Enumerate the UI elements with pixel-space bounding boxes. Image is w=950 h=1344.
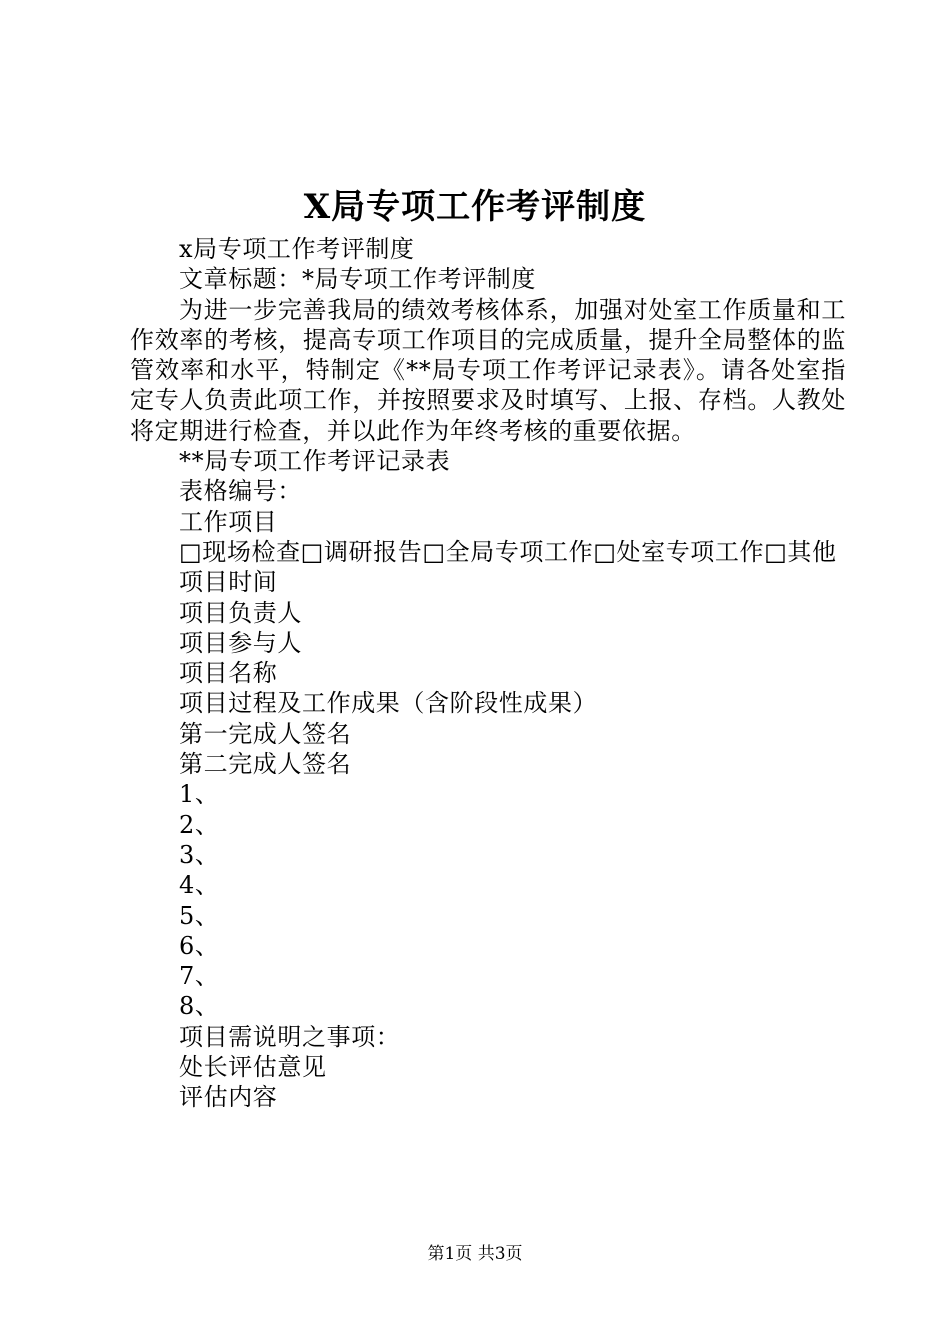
- page-footer: 第1页 共3页: [427, 1244, 523, 1264]
- article-title-line: 文章标题：*局专项工作考评制度: [179, 265, 536, 294]
- evaluation-content-label: 评估内容: [179, 1083, 278, 1112]
- subtitle-line: x局专项工作考评制度: [179, 235, 415, 263]
- director-opinion-label: 处长评估意见: [179, 1053, 327, 1082]
- work-item-options: □现场检查□调研报告□全局专项工作□处室专项工作□其他: [179, 537, 837, 566]
- field-project-participants: 项目参与人: [179, 628, 302, 657]
- field-project-name: 项目名称: [179, 659, 278, 688]
- numbered-item: 1、: [179, 780, 220, 809]
- intro-paragraph: 为进一步完善我局的绩效考核体系，加强对处室工作质量和工作效率的考核，提高专项工作项目的完成质量，提升全局整体的监管效率和水平，特制定《**局专项工作考评记录表》。请各处室指定专人负责此项工作，并按照要求及时填写、上报、存档。人教处将定期进行检查，并以此作为年终考核的重要依据。: [130, 295, 846, 445]
- numbered-item: 3、: [179, 840, 220, 869]
- numbered-item: 8、: [179, 992, 220, 1021]
- notes-label: 项目需说明之事项：: [179, 1022, 401, 1051]
- field-project-process-results: 项目过程及工作成果（含阶段性成果）: [179, 689, 598, 718]
- field-second-signatory: 第二完成人签名: [179, 750, 352, 779]
- document-title: X局专项工作考评制度: [303, 187, 647, 227]
- numbered-item: 5、: [179, 901, 220, 930]
- field-first-signatory: 第一完成人签名: [179, 719, 352, 748]
- numbered-item: 2、: [179, 810, 220, 839]
- form-title: **局专项工作考评记录表: [179, 447, 451, 476]
- numbered-item: 6、: [179, 931, 220, 960]
- form-number-label: 表格编号：: [179, 477, 302, 506]
- work-item-label: 工作项目: [179, 507, 278, 536]
- field-project-leader: 项目负责人: [179, 598, 302, 627]
- numbered-item: 4、: [179, 871, 220, 900]
- numbered-item: 7、: [179, 962, 220, 991]
- field-project-time: 项目时间: [179, 568, 278, 597]
- document-body: [130, 234, 846, 1113]
